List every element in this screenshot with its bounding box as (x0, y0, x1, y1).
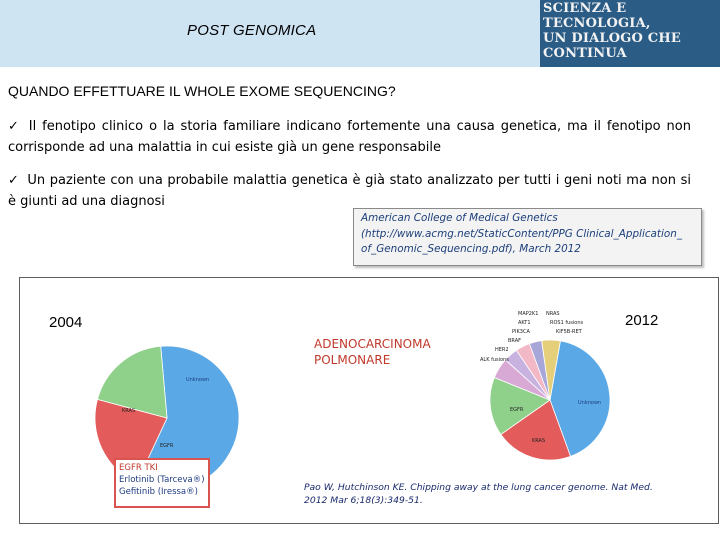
logo-line-4: CONTINUA (543, 46, 627, 61)
drug-gefitinib: Gefitinib (Iressa®) (119, 487, 198, 497)
reference-line-1: Pao W, Hutchinson KE. Chipping away at the lung cancer genome. Nat Med. (304, 482, 653, 493)
citation-box (353, 208, 702, 266)
egfr-tki-box (114, 458, 210, 508)
page-title: POST GENOMICA (187, 22, 317, 39)
citation-line-1: American College of Medical Genetics (361, 212, 558, 224)
citation-text (361, 211, 697, 258)
pie-2012-label-nras: NRAS (546, 311, 560, 317)
egfr-tki-title: EGFR TKI (119, 463, 158, 473)
pie-2012-label-her2: HER2 (495, 347, 509, 353)
figure-reference (304, 481, 714, 507)
disease-line-1: ADENOCARCINOMA (314, 337, 431, 351)
disease-label (314, 336, 431, 368)
pie-2012-label-egfr: EGFR (510, 407, 524, 413)
pie-2012-label-braf: BRAF (508, 338, 521, 344)
checkmark-icon: ✓ (8, 119, 21, 134)
bullet-2 (8, 170, 691, 212)
bullet-1-text: Il fenotipo clinico o la storia familiare indicano fortemente una causa genetica, ma il fenotipo non corrisponde ad una malattia in cui esiste già un gene responsabile (8, 119, 691, 155)
figure-frame (19, 277, 719, 524)
pie-2004-label-kras: KRAS (122, 408, 136, 414)
bullet-2-text: Un paziente con una probabile malattia genetica è già stato analizzato per tutti i geni noti ma non si è giunti ad una diagnosi (8, 173, 691, 209)
pie-2012-label-unknown: Unknown (578, 400, 602, 406)
pie-2012-label-akt1: AKT1 (518, 320, 531, 326)
year-2004: 2004 (49, 314, 83, 331)
reference-line-2: 2012 Mar 6;18(3):349-51. (304, 495, 423, 506)
year-2012: 2012 (625, 312, 659, 329)
pie-2012-label-pik3ca: PIK3CA (512, 329, 530, 335)
bullet-1 (8, 116, 691, 158)
pie-2012 (450, 300, 620, 470)
checkmark-icon: ✓ (8, 173, 20, 188)
drug-erlotinib: Erlotinib (Tarceva®) (119, 475, 205, 485)
pie-2004-label-egfr: EGFR (160, 443, 174, 449)
pie-2012-label-kif5b-ret: KIF5B-RET (556, 329, 582, 335)
logo-line-1: SCIENZA E (543, 1, 627, 16)
pie-2012-label-kras: KRAS (532, 438, 546, 444)
citation-line-3: of_Genomic_Sequencing.pdf), March 2012 (361, 243, 581, 255)
pie-2012-label-alk: ALK fusions (480, 357, 509, 363)
citation-line-2: (http://www.acmg.net/StaticContent/PPG Clinical_Application_ (361, 227, 683, 240)
logo-line-3: UN DIALOGO CHE (543, 31, 681, 46)
header-band (0, 0, 720, 67)
logo-line-2: TECNOLOGIA, (543, 16, 651, 31)
logo (540, 0, 720, 67)
pie-2012-label-ros1: ROS1 fusions (550, 320, 584, 326)
pie-2004-label-unknown: Unknown (186, 377, 210, 383)
question-heading: QUANDO EFFETTUARE IL WHOLE EXOME SEQUENCING? (8, 83, 396, 99)
pie-2012-label-map2k1: MAP2K1 (518, 311, 539, 317)
disease-line-2: POLMONARE (314, 353, 391, 367)
